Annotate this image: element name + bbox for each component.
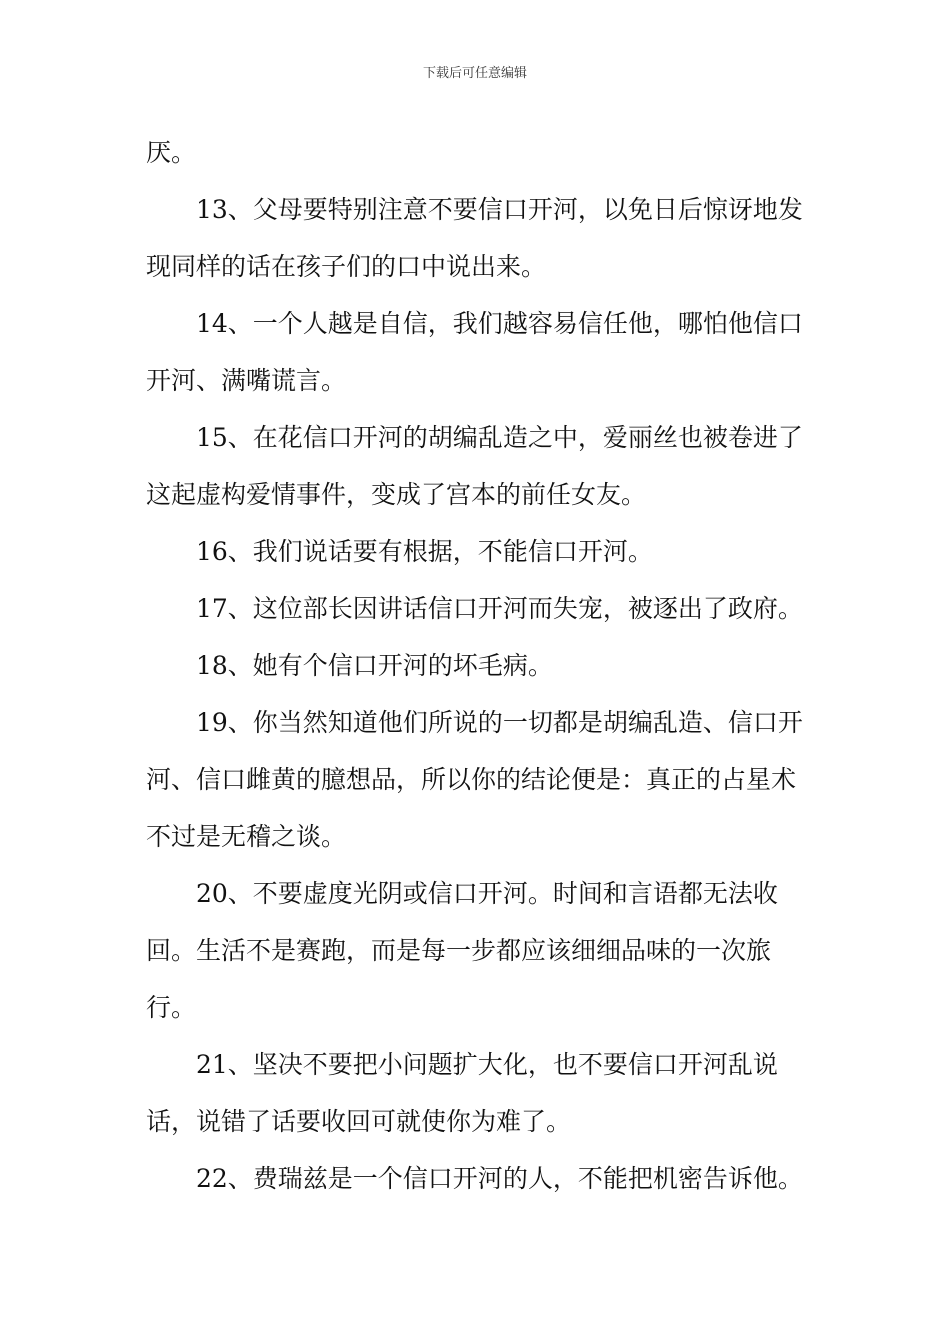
paragraph-17: 17、这位部长因讲话信口开河而失宠，被逐出了政府。 — [196, 594, 803, 623]
paragraph-15: 15、在花信口开河的胡编乱造之中，爱丽丝也被卷进了这起虚构爱情事件，变成了宫本的前任女友。 — [146, 423, 803, 509]
paragraph-22: 22、费瑞兹是一个信口开河的人，不能把机密告诉他。 — [196, 1164, 803, 1193]
paragraph-13: 13、父母要特别注意不要信口开河，以免日后惊讶地发现同样的话在孩子们的口中说出来。 — [146, 195, 803, 281]
paragraph-19: 19、你当然知道他们所说的一切都是胡编乱造、信口开河、信口雌黄的臆想品，所以你的结论便是：真正的占星术不过是无稽之谈。 — [146, 708, 803, 851]
paragraph-21: 21、坚决不要把小问题扩大化，也不要信口开河乱说话，说错了话要收回可就使你为难了。 — [146, 1050, 778, 1136]
paragraph-18: 18、她有个信口开河的坏毛病。 — [196, 651, 553, 680]
paragraph-14: 14、一个人越是自信，我们越容易信任他，哪怕他信口开河、满嘴谎言。 — [146, 309, 803, 395]
paragraph-16: 16、我们说话要有根据，不能信口开河。 — [196, 537, 653, 566]
paragraph-20: 20、不要虚度光阴或信口开河。时间和言语都无法收回。生活不是赛跑，而是每一步都应该细细品味的一次旅行。 — [146, 879, 778, 1022]
document-body — [146, 124, 810, 1207]
page-header: 下载后可任意编辑 — [422, 66, 527, 81]
paragraph-continuation: 厌。 — [146, 138, 197, 167]
